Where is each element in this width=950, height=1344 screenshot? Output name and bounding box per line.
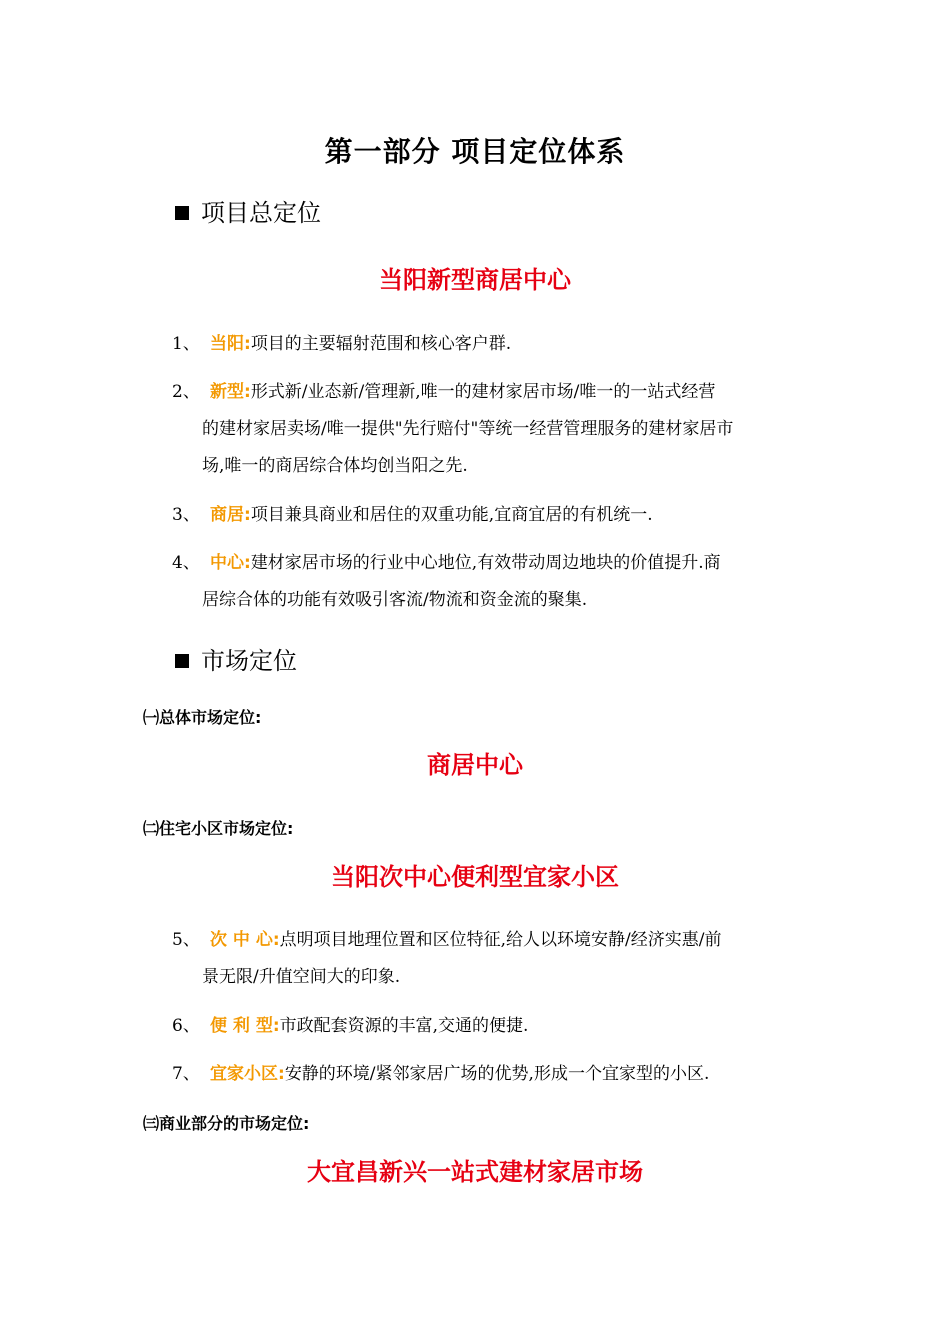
item-text-continued: 景无限/升值空间大的印象. — [202, 967, 401, 987]
item-number: 4、 — [172, 553, 200, 573]
item-number: 5、 — [172, 930, 200, 950]
list-item — [172, 374, 812, 485]
item-keyword: 中心: — [210, 553, 251, 573]
item-text: 市政配套资源的丰富,交通的便捷. — [279, 1016, 529, 1036]
list-item — [172, 1008, 812, 1045]
item-number: 7、 — [172, 1064, 200, 1084]
item-keyword: 当阳: — [210, 334, 251, 354]
item-text: 建材家居市场的行业中心地位,有效带动周边地块的价值提升.商 — [250, 553, 721, 573]
list-item — [172, 326, 812, 363]
item-number: 6、 — [172, 1016, 200, 1036]
item-text: 形式新/业态新/管理新,唯一的建材家居市场/唯一的一站式经营 — [250, 382, 716, 402]
item-text-continued: 居综合体的功能有效吸引客流/物流和资金流的聚集. — [202, 590, 588, 610]
item-number: 2、 — [172, 382, 200, 402]
item-keyword: 新型: — [210, 382, 251, 402]
item-text: 项目兼具商业和居住的双重功能,宜商宜居的有机统一. — [250, 505, 653, 525]
commercial-market-slogan: 大宜昌新兴一站式建材家居市场 — [307, 1158, 643, 1186]
item-text-continued: 场,唯一的商居综合体均创当阳之先. — [202, 456, 468, 476]
list-item — [172, 922, 812, 996]
section-heading-overall — [175, 196, 321, 230]
sub-heading-residential-market: ㈡住宅小区市场定位: — [143, 819, 294, 838]
list-item — [172, 497, 812, 534]
overall-positioning-slogan: 当阳新型商居中心 — [379, 266, 571, 294]
sub-heading-commercial-market: ㈢商业部分的市场定位: — [143, 1114, 310, 1133]
item-number: 1、 — [172, 334, 200, 354]
item-keyword: 商居: — [210, 505, 251, 525]
item-text: 项目的主要辐射范围和核心客户群. — [250, 334, 512, 354]
square-bullet-icon — [175, 206, 189, 220]
item-text: 安静的环境/紧邻家居广场的优势,形成一个宜家型的小区. — [284, 1064, 710, 1084]
sub-heading-overall-market: ㈠总体市场定位: — [143, 708, 262, 727]
item-keyword: 便 利 型: — [210, 1016, 280, 1036]
list-item — [172, 545, 812, 619]
square-bullet-icon — [175, 654, 189, 668]
residential-market-slogan: 当阳次中心便利型宜家小区 — [331, 863, 619, 891]
section-heading-label: 市场定位 — [201, 647, 297, 675]
page-title: 第一部分 项目定位体系 — [324, 135, 626, 168]
item-number: 3、 — [172, 505, 200, 525]
section-heading-label: 项目总定位 — [201, 199, 321, 227]
item-text-continued: 的建材家居卖场/唯一提供"先行赔付"等统一经营管理服务的建材家居市 — [202, 419, 734, 439]
section-heading-market — [175, 644, 297, 678]
item-keyword: 宜家小区: — [210, 1064, 285, 1084]
list-item — [172, 1056, 812, 1093]
overall-market-slogan: 商居中心 — [427, 751, 523, 779]
item-text: 点明项目地理位置和区位特征,给人以环境安静/经济实惠/前 — [279, 930, 722, 950]
item-keyword: 次 中 心: — [210, 930, 280, 950]
